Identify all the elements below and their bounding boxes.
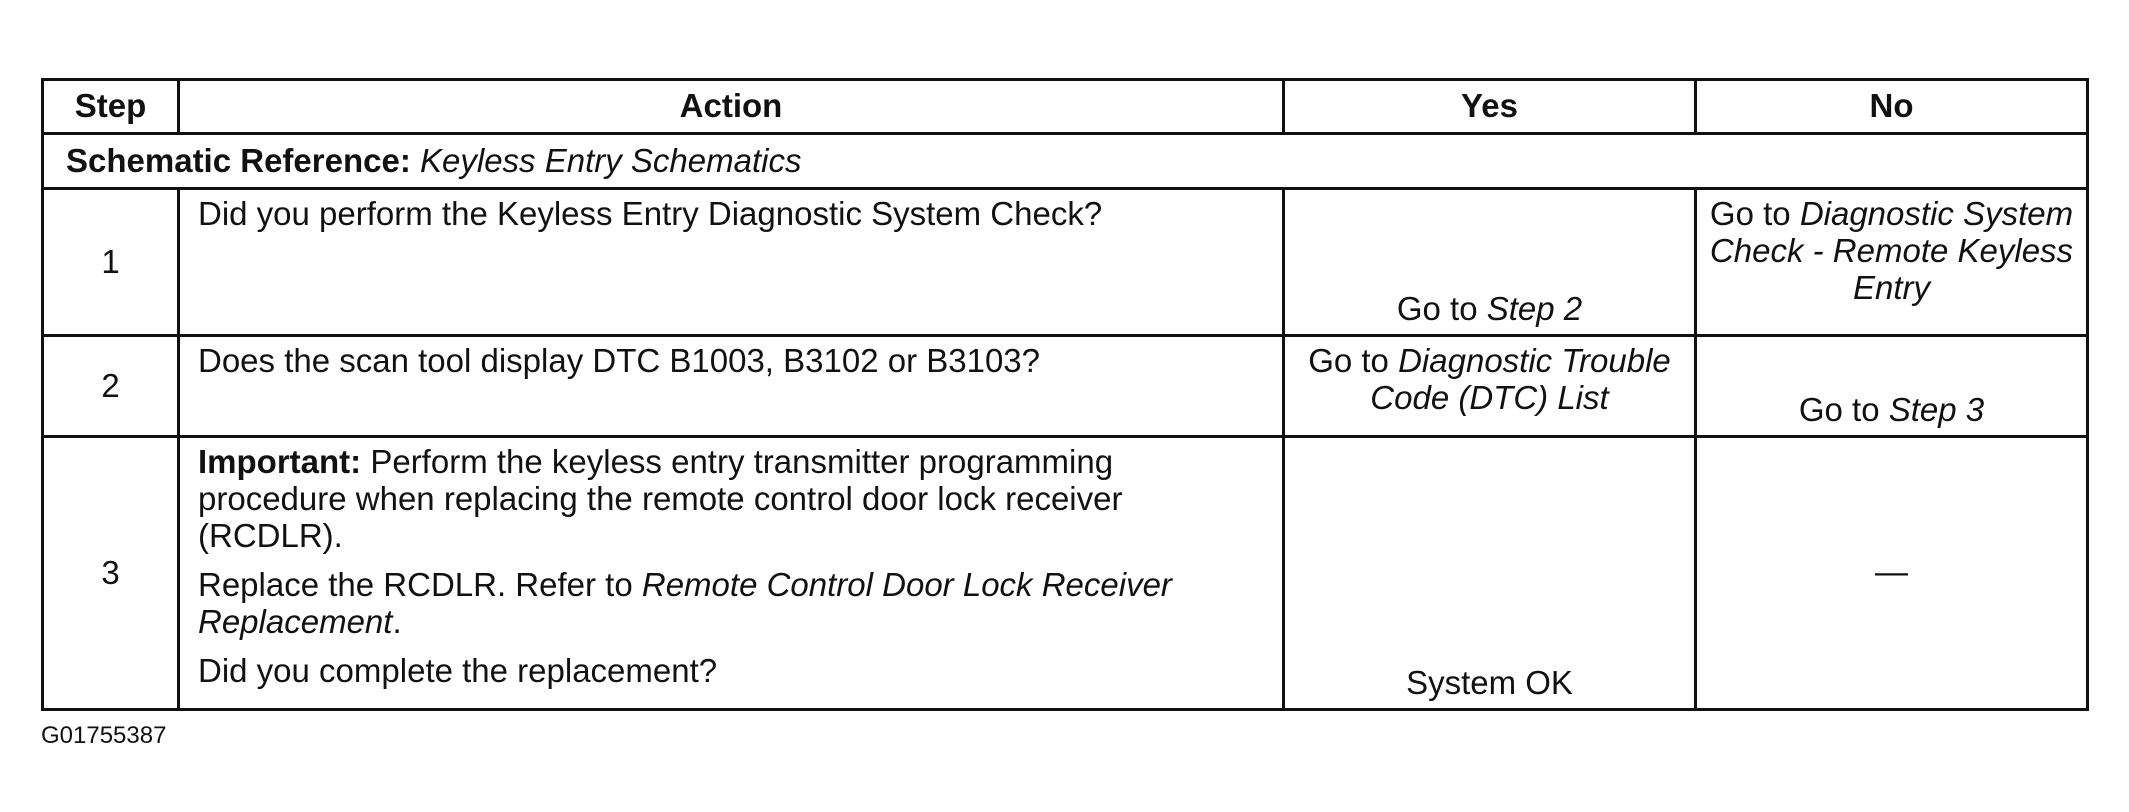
step-number: 1	[43, 189, 179, 336]
yes-link[interactable]: Diagnostic Trouble Code (DTC) List	[1370, 342, 1671, 416]
no-prefix: Go to	[1709, 195, 1791, 232]
action-text: Did you perform the Keyless Entry Diagnostic System Check?	[179, 189, 1284, 336]
yes-prefix: Go to	[1308, 342, 1389, 379]
no-cell	[1696, 189, 2088, 336]
diagnostic-table	[41, 78, 2089, 711]
schematic-reference-label: Schematic Reference:	[66, 141, 411, 179]
step-number: 2	[43, 336, 179, 437]
no-cell	[1696, 336, 2088, 437]
schematic-reference-cell	[43, 134, 2088, 189]
action-text: Does the scan tool display DTC B1003, B3102 or B3103?	[179, 336, 1284, 437]
header-no: No	[1696, 80, 2088, 134]
header-step: Step	[43, 80, 179, 134]
no-link[interactable]: Step 3	[1888, 391, 1985, 429]
important-text: Perform the keyless entry transmitter programming procedure when replacing the remote control door lock receiver (RCDLR).	[198, 443, 1123, 554]
replace-text: Replace the RCDLR. Refer to	[198, 565, 633, 603]
replace-end: .	[392, 602, 402, 640]
diagnostic-table-container	[41, 78, 2086, 711]
table-row-step-1	[43, 189, 2088, 336]
table-row-step-2	[43, 336, 2088, 437]
yes-prefix: Go to	[1396, 290, 1478, 328]
schematic-reference-row	[43, 134, 2088, 189]
replace-instruction	[198, 567, 1268, 641]
yes-cell	[1284, 437, 1696, 710]
header-yes: Yes	[1284, 80, 1696, 134]
table-header-row	[43, 80, 2088, 134]
important-label: Important:	[198, 443, 362, 480]
important-note	[198, 444, 1268, 555]
no-link[interactable]: Diagnostic System Check - Remote Keyless Entry	[1709, 195, 2074, 306]
yes-cell	[1284, 336, 1696, 437]
step-number: 3	[43, 437, 179, 710]
yes-cell	[1284, 189, 1696, 336]
replace-link[interactable]: Remote Control Door Lock Receiver Replacement	[198, 565, 1172, 640]
completion-question: Did you complete the replacement?	[198, 651, 718, 689]
figure-id: G01755387	[41, 722, 167, 749]
header-action: Action	[179, 80, 1284, 134]
no-cell	[1696, 437, 2088, 710]
yes-text: System OK	[1406, 664, 1573, 702]
table-row-step-3	[43, 437, 2088, 710]
no-prefix: Go to	[1798, 391, 1880, 429]
no-dash: —	[1875, 552, 1908, 590]
schematic-reference-link[interactable]: Keyless Entry Schematics	[420, 141, 802, 179]
action-text-block	[179, 437, 1284, 710]
yes-link[interactable]: Step 2	[1486, 290, 1583, 328]
